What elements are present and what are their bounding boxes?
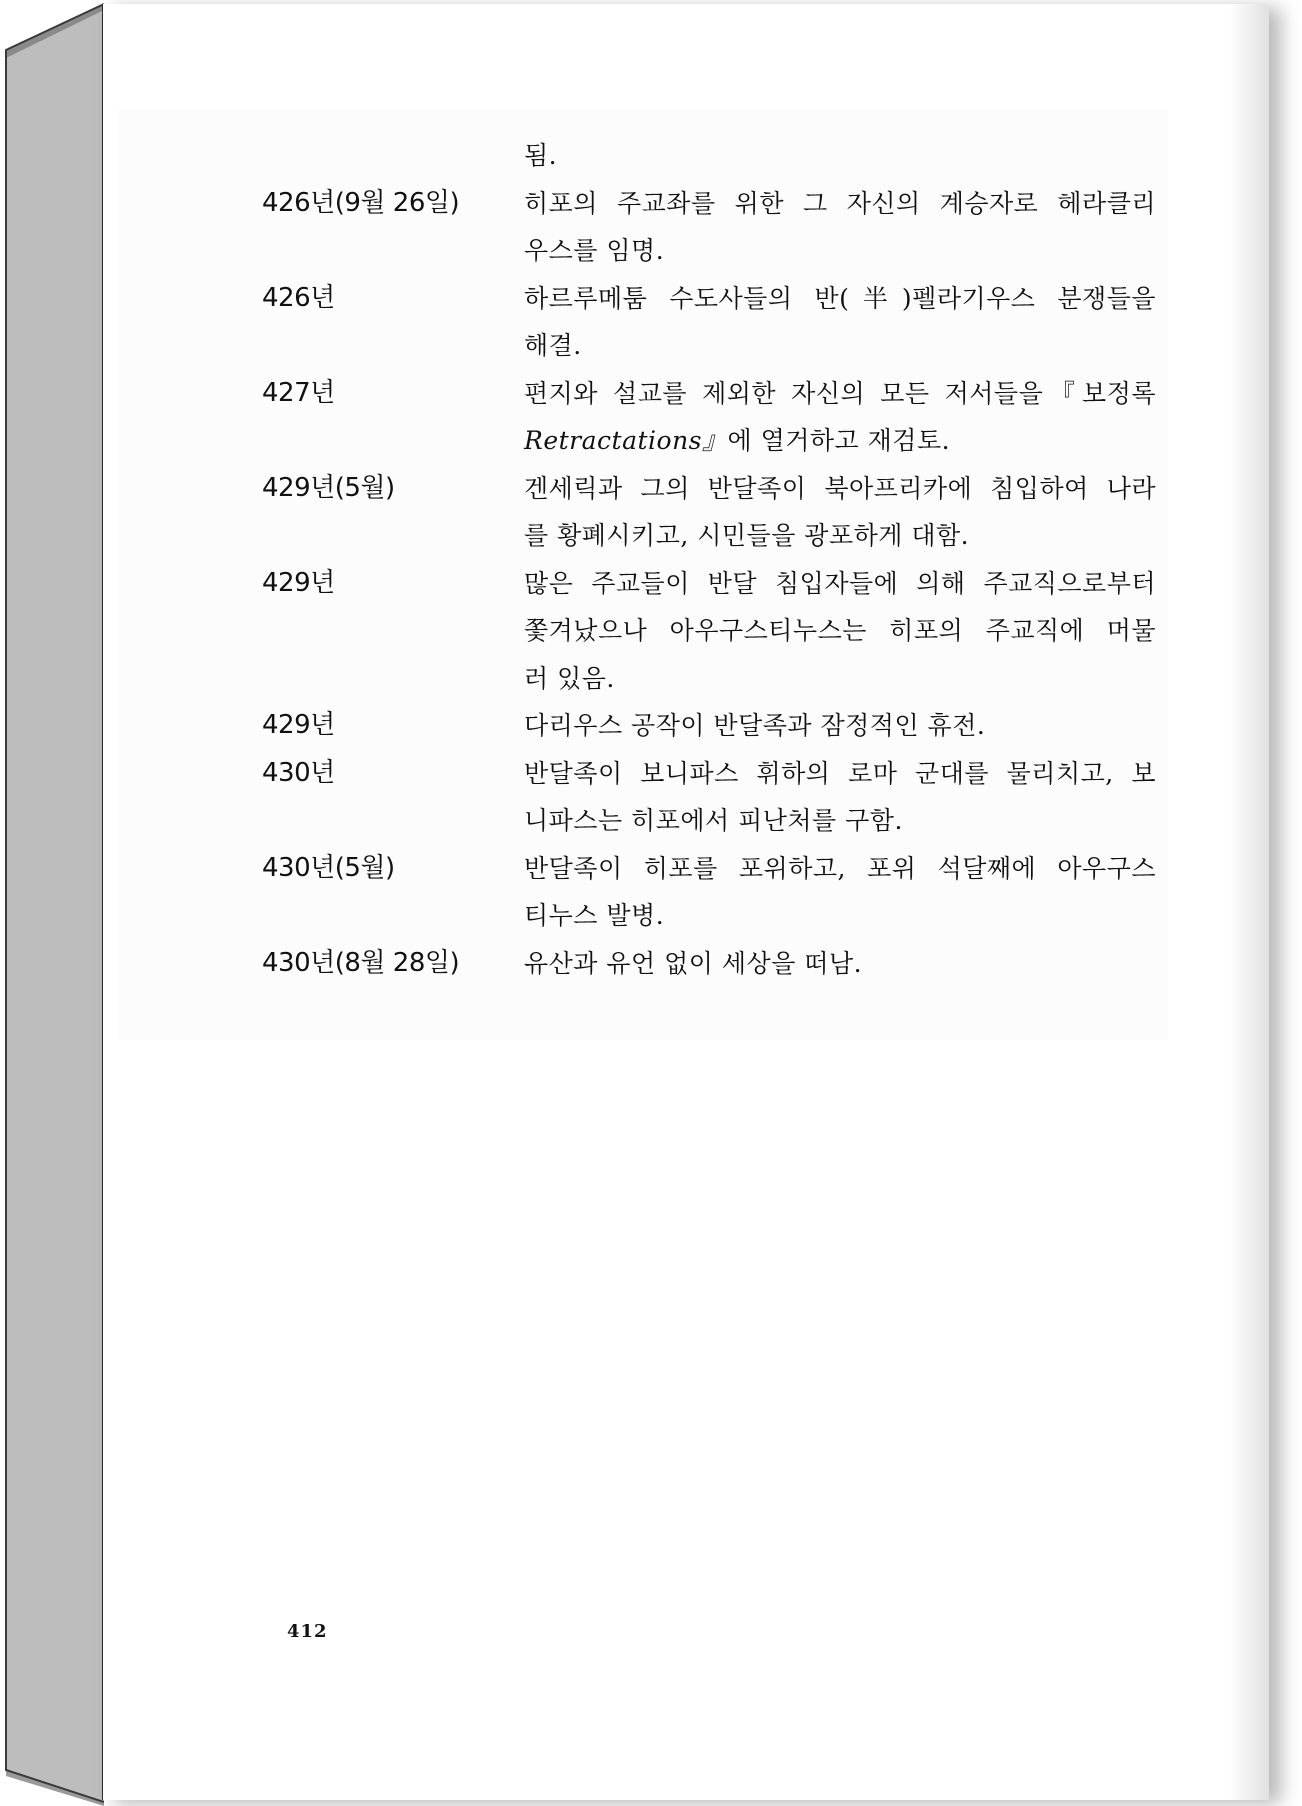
- chronology-description: [524, 180, 1156, 275]
- chronology-date: 426년(9월 26일): [262, 187, 460, 218]
- description-line: 많은 주교들이 반달 침입자들에 의해 주교직으로부터: [524, 568, 1156, 598]
- page-edge-shadow: [1229, 4, 1269, 1800]
- description-line: 편지와 설교를 제외한 자신의 모든 저서들을『보정록: [524, 378, 1156, 408]
- chronology-description: [524, 750, 1156, 845]
- chronology-date: 430년(5월): [262, 852, 395, 883]
- chronology-date: 430년(8월 28일): [262, 947, 460, 978]
- chronology-description: [524, 275, 1156, 370]
- chronology-date: 426년: [262, 282, 335, 313]
- description-line: 유산과 유언 없이 세상을 떠남.: [524, 948, 863, 978]
- description-line: 하르루메툼 수도사들의 반(半)펠라기우스 분쟁들을: [524, 283, 1156, 313]
- chronology-row: [262, 275, 1162, 370]
- description-line: 우스를 임명.: [524, 236, 665, 265]
- description-line: 반달족이 히포를 포위하고, 포위 석달째에 아우구스: [524, 853, 1156, 883]
- book-spine: [0, 0, 104, 1806]
- chronology-date: 429년: [262, 710, 335, 740]
- description-line: 쫓겨났으나 아우구스티누스는 히포의 주교직에 머물: [524, 616, 1156, 645]
- chronology-row: [262, 750, 1162, 845]
- chronology-row: [262, 940, 1162, 988]
- chronology-date: 430년: [262, 757, 335, 788]
- description-line-rest: 에 열거하고 재검토.: [727, 426, 951, 455]
- chronology-description: [524, 560, 1156, 703]
- chronology-date: 429년: [262, 567, 335, 598]
- chronology-table: [262, 132, 1162, 987]
- chronology-row: [262, 180, 1162, 275]
- description-line: 니파스는 히포에서 피난처를 구함.: [524, 806, 903, 835]
- chronology-row: [262, 560, 1162, 703]
- chronology-row: [262, 845, 1162, 940]
- chronology-description: [524, 370, 1156, 465]
- description-line: 티누스 발병.: [524, 901, 665, 930]
- book-title-italic: Retractations』: [524, 426, 728, 455]
- description-line: 히포의 주교좌를 위한 그 자신의 계승자로 헤라클리: [524, 188, 1156, 218]
- chronology-date: 427년: [262, 377, 335, 408]
- chronology-description: [524, 845, 1156, 940]
- chronology-description: [524, 132, 1156, 180]
- chronology-date: 429년(5월): [262, 472, 395, 503]
- description-line: 다리우스 공작이 반달족과 잠정적인 휴전.: [524, 711, 986, 740]
- chronology-description: [524, 702, 1156, 750]
- description-line: 를 황폐시키고, 시민들을 광포하게 대함.: [524, 521, 970, 550]
- chronology-description: [524, 940, 1156, 988]
- chronology-row: [262, 465, 1162, 560]
- description-line: 러 있음.: [524, 663, 615, 693]
- chronology-description: [524, 465, 1156, 560]
- chronology-row: [262, 370, 1162, 465]
- chronology-row: [262, 702, 1162, 750]
- description-line: [524, 417, 1156, 465]
- description-line: 됨.: [524, 141, 558, 170]
- description-line: 겐세릭과 그의 반달족이 북아프리카에 침입하여 나라: [524, 473, 1156, 503]
- description-line: 반달족이 보니파스 휘하의 로마 군대를 물리치고, 보: [524, 758, 1156, 788]
- chronology-row: [262, 132, 1162, 180]
- page-number: 412: [287, 1621, 328, 1642]
- description-line: 해결.: [524, 331, 582, 360]
